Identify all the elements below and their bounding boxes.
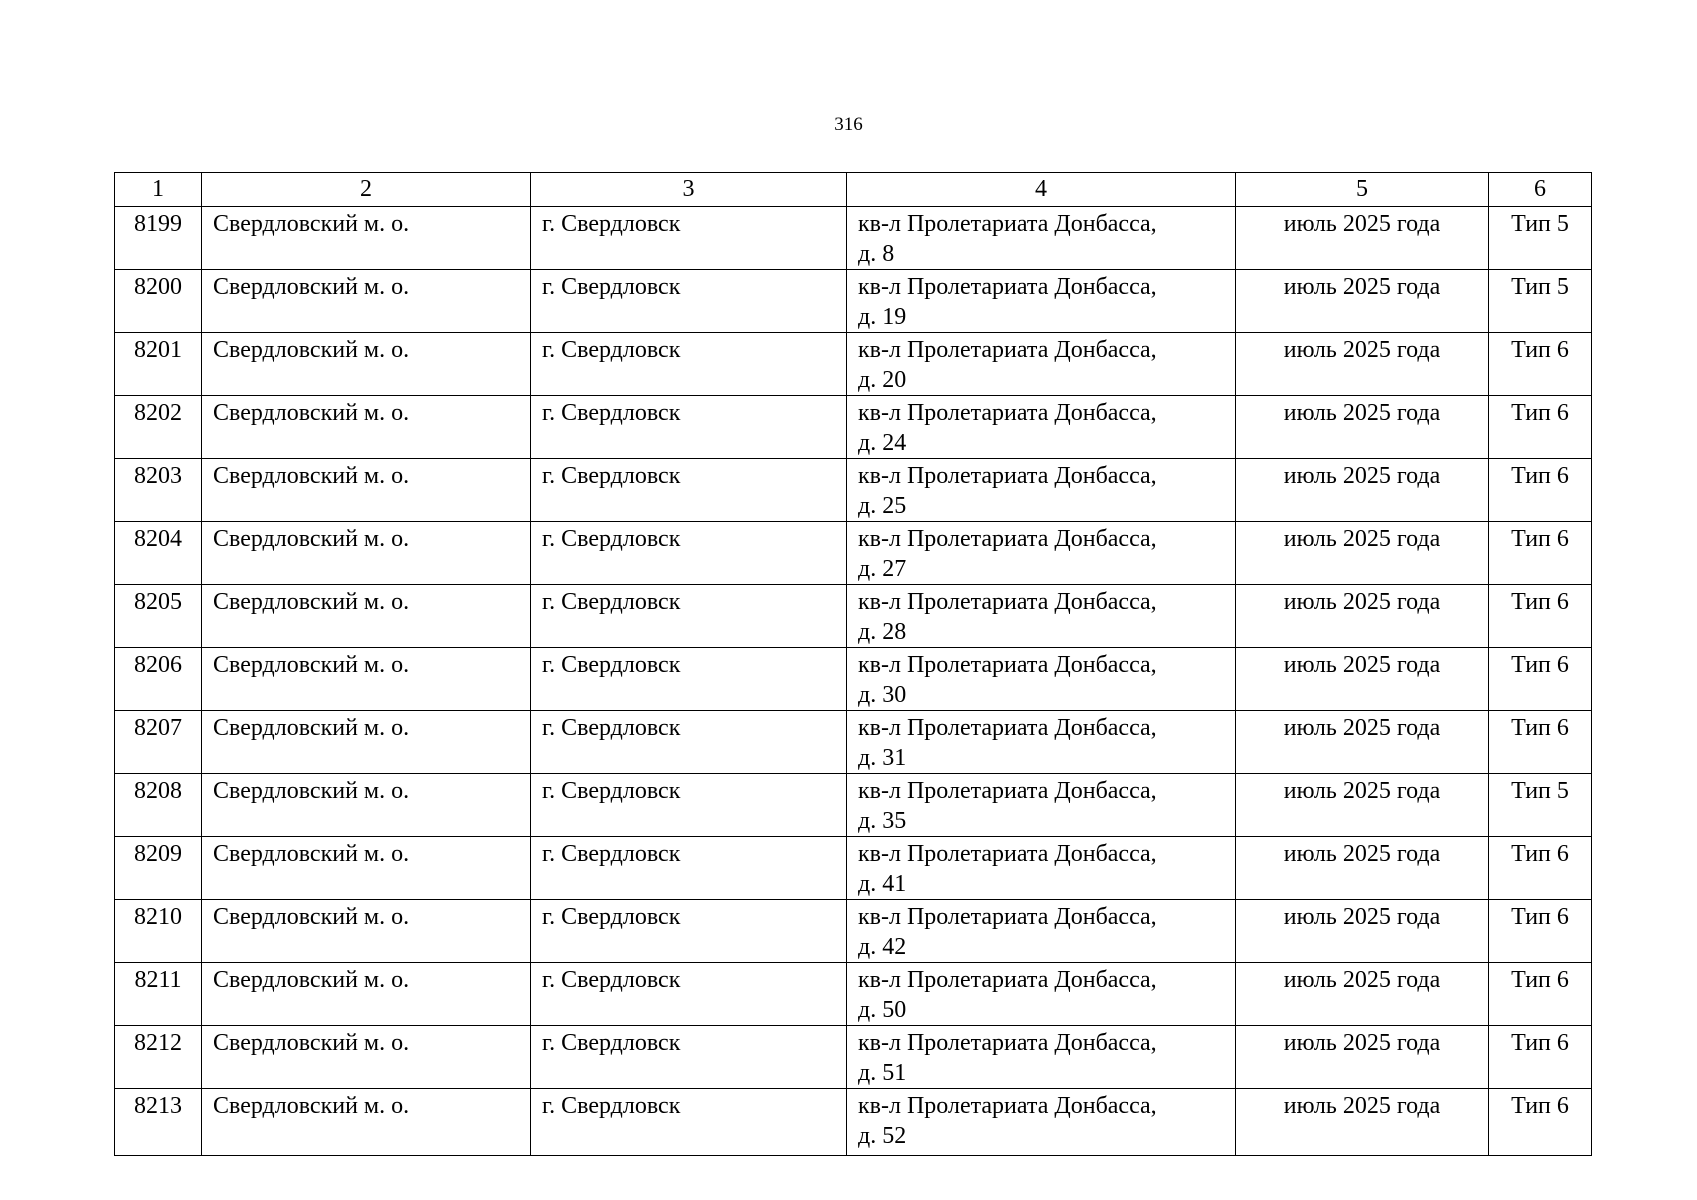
type-cell: Тип 6 bbox=[1489, 1026, 1592, 1089]
address-cell bbox=[847, 459, 1236, 522]
address-line-2: д. 8 bbox=[858, 241, 895, 267]
address-cell bbox=[847, 774, 1236, 837]
address-cell bbox=[847, 207, 1236, 270]
address-line-1: кв-л Пролетариата Донбасса, bbox=[858, 400, 1157, 426]
city-cell: г. Свердловск bbox=[531, 774, 847, 837]
period-cell: июль 2025 года bbox=[1236, 207, 1489, 270]
district-cell: Свердловский м. о. bbox=[202, 963, 531, 1026]
address-line-2: д. 25 bbox=[858, 493, 907, 519]
table-row bbox=[115, 396, 1592, 459]
period-cell: июль 2025 года bbox=[1236, 1089, 1489, 1156]
column-header-6: 6 bbox=[1489, 173, 1592, 207]
row-number-cell: 8200 bbox=[115, 270, 202, 333]
city-cell: г. Свердловск bbox=[531, 1089, 847, 1156]
address-line-2: д. 24 bbox=[858, 430, 907, 456]
row-number-cell: 8199 bbox=[115, 207, 202, 270]
row-number-cell: 8209 bbox=[115, 837, 202, 900]
district-cell: Свердловский м. о. bbox=[202, 711, 531, 774]
address-cell bbox=[847, 585, 1236, 648]
table-row bbox=[115, 711, 1592, 774]
city-cell: г. Свердловск bbox=[531, 270, 847, 333]
district-cell: Свердловский м. о. bbox=[202, 900, 531, 963]
table-row bbox=[115, 1089, 1592, 1156]
district-cell: Свердловский м. о. bbox=[202, 522, 531, 585]
address-line-2: д. 41 bbox=[858, 871, 907, 897]
address-line-1: кв-л Пролетариата Донбасса, bbox=[858, 337, 1157, 363]
address-line-2: д. 30 bbox=[858, 682, 907, 708]
address-line-1: кв-л Пролетариата Донбасса, bbox=[858, 1093, 1157, 1119]
city-cell: г. Свердловск bbox=[531, 900, 847, 963]
address-cell bbox=[847, 270, 1236, 333]
type-cell: Тип 6 bbox=[1489, 333, 1592, 396]
address-line-1: кв-л Пролетариата Донбасса, bbox=[858, 904, 1157, 930]
city-cell: г. Свердловск bbox=[531, 963, 847, 1026]
city-cell: г. Свердловск bbox=[531, 711, 847, 774]
page-number: 316 bbox=[834, 114, 863, 135]
header-row bbox=[115, 173, 1592, 207]
address-line-1: кв-л Пролетариата Донбасса, bbox=[858, 967, 1157, 993]
row-number-cell: 8213 bbox=[115, 1089, 202, 1156]
type-cell: Тип 6 bbox=[1489, 1089, 1592, 1156]
address-line-1: кв-л Пролетариата Донбасса, bbox=[858, 463, 1157, 489]
address-line-1: кв-л Пролетариата Донбасса, bbox=[858, 652, 1157, 678]
row-number-cell: 8208 bbox=[115, 774, 202, 837]
table-row bbox=[115, 963, 1592, 1026]
district-cell: Свердловский м. о. bbox=[202, 396, 531, 459]
city-cell: г. Свердловск bbox=[531, 333, 847, 396]
district-cell: Свердловский м. о. bbox=[202, 1026, 531, 1089]
table-row bbox=[115, 648, 1592, 711]
period-cell: июль 2025 года bbox=[1236, 333, 1489, 396]
address-line-1: кв-л Пролетариата Донбасса, bbox=[858, 715, 1157, 741]
table-header bbox=[115, 173, 1592, 207]
table-body bbox=[115, 207, 1592, 1156]
address-line-2: д. 31 bbox=[858, 745, 907, 771]
city-cell: г. Свердловск bbox=[531, 459, 847, 522]
district-cell: Свердловский м. о. bbox=[202, 648, 531, 711]
period-cell: июль 2025 года bbox=[1236, 396, 1489, 459]
column-header-5: 5 bbox=[1236, 173, 1489, 207]
address-cell bbox=[847, 648, 1236, 711]
row-number-cell: 8210 bbox=[115, 900, 202, 963]
table-row bbox=[115, 585, 1592, 648]
address-cell bbox=[847, 333, 1236, 396]
district-cell: Свердловский м. о. bbox=[202, 1089, 531, 1156]
table-row bbox=[115, 1026, 1592, 1089]
address-line-2: д. 19 bbox=[858, 304, 907, 330]
address-line-2: д. 42 bbox=[858, 934, 907, 960]
period-cell: июль 2025 года bbox=[1236, 522, 1489, 585]
address-cell bbox=[847, 900, 1236, 963]
table-row bbox=[115, 837, 1592, 900]
address-line-2: д. 35 bbox=[858, 808, 907, 834]
address-line-1: кв-л Пролетариата Донбасса, bbox=[858, 1030, 1157, 1056]
row-number-cell: 8202 bbox=[115, 396, 202, 459]
row-number-cell: 8206 bbox=[115, 648, 202, 711]
type-cell: Тип 6 bbox=[1489, 963, 1592, 1026]
row-number-cell: 8201 bbox=[115, 333, 202, 396]
address-line-1: кв-л Пролетариата Донбасса, bbox=[858, 274, 1157, 300]
district-cell: Свердловский м. о. bbox=[202, 837, 531, 900]
address-line-2: д. 52 bbox=[858, 1123, 907, 1149]
period-cell: июль 2025 года bbox=[1236, 711, 1489, 774]
address-line-1: кв-л Пролетариата Донбасса, bbox=[858, 211, 1157, 237]
type-cell: Тип 6 bbox=[1489, 648, 1592, 711]
row-number-cell: 8205 bbox=[115, 585, 202, 648]
type-cell: Тип 5 bbox=[1489, 207, 1592, 270]
type-cell: Тип 6 bbox=[1489, 459, 1592, 522]
period-cell: июль 2025 года bbox=[1236, 459, 1489, 522]
address-line-2: д. 20 bbox=[858, 367, 907, 393]
table-row bbox=[115, 270, 1592, 333]
address-cell bbox=[847, 1089, 1236, 1156]
period-cell: июль 2025 года bbox=[1236, 837, 1489, 900]
type-cell: Тип 5 bbox=[1489, 774, 1592, 837]
type-cell: Тип 6 bbox=[1489, 522, 1592, 585]
row-number-cell: 8204 bbox=[115, 522, 202, 585]
row-number-cell: 8211 bbox=[115, 963, 202, 1026]
row-number-cell: 8207 bbox=[115, 711, 202, 774]
type-cell: Тип 6 bbox=[1489, 837, 1592, 900]
city-cell: г. Свердловск bbox=[531, 207, 847, 270]
type-cell: Тип 6 bbox=[1489, 396, 1592, 459]
type-cell: Тип 6 bbox=[1489, 900, 1592, 963]
city-cell: г. Свердловск bbox=[531, 1026, 847, 1089]
table-row bbox=[115, 207, 1592, 270]
address-cell bbox=[847, 837, 1236, 900]
period-cell: июль 2025 года bbox=[1236, 963, 1489, 1026]
type-cell: Тип 6 bbox=[1489, 711, 1592, 774]
period-cell: июль 2025 года bbox=[1236, 585, 1489, 648]
district-cell: Свердловский м. о. bbox=[202, 270, 531, 333]
table-row bbox=[115, 522, 1592, 585]
address-line-2: д. 50 bbox=[858, 997, 907, 1023]
period-cell: июль 2025 года bbox=[1236, 270, 1489, 333]
period-cell: июль 2025 года bbox=[1236, 900, 1489, 963]
period-cell: июль 2025 года bbox=[1236, 648, 1489, 711]
address-line-1: кв-л Пролетариата Донбасса, bbox=[858, 841, 1157, 867]
column-header-4: 4 bbox=[847, 173, 1236, 207]
period-cell: июль 2025 года bbox=[1236, 774, 1489, 837]
address-cell bbox=[847, 963, 1236, 1026]
table-row bbox=[115, 459, 1592, 522]
address-cell bbox=[847, 711, 1236, 774]
row-number-cell: 8212 bbox=[115, 1026, 202, 1089]
city-cell: г. Свердловск bbox=[531, 522, 847, 585]
address-line-2: д. 51 bbox=[858, 1060, 907, 1086]
address-cell bbox=[847, 522, 1236, 585]
table-row bbox=[115, 900, 1592, 963]
column-header-1: 1 bbox=[115, 173, 202, 207]
address-line-2: д. 27 bbox=[858, 556, 907, 582]
district-cell: Свердловский м. о. bbox=[202, 459, 531, 522]
address-cell bbox=[847, 1026, 1236, 1089]
type-cell: Тип 5 bbox=[1489, 270, 1592, 333]
period-cell: июль 2025 года bbox=[1236, 1026, 1489, 1089]
row-number-cell: 8203 bbox=[115, 459, 202, 522]
address-line-1: кв-л Пролетариата Донбасса, bbox=[858, 526, 1157, 552]
district-cell: Свердловский м. о. bbox=[202, 774, 531, 837]
address-cell bbox=[847, 396, 1236, 459]
table-row bbox=[115, 333, 1592, 396]
city-cell: г. Свердловск bbox=[531, 648, 847, 711]
address-line-1: кв-л Пролетариата Донбасса, bbox=[858, 778, 1157, 804]
address-line-1: кв-л Пролетариата Донбасса, bbox=[858, 589, 1157, 615]
district-cell: Свердловский м. о. bbox=[202, 585, 531, 648]
address-line-2: д. 28 bbox=[858, 619, 907, 645]
table-row bbox=[115, 774, 1592, 837]
register-table bbox=[114, 172, 1592, 1156]
city-cell: г. Свердловск bbox=[531, 585, 847, 648]
city-cell: г. Свердловск bbox=[531, 396, 847, 459]
column-header-3: 3 bbox=[531, 173, 847, 207]
type-cell: Тип 6 bbox=[1489, 585, 1592, 648]
district-cell: Свердловский м. о. bbox=[202, 207, 531, 270]
column-header-2: 2 bbox=[202, 173, 531, 207]
district-cell: Свердловский м. о. bbox=[202, 333, 531, 396]
city-cell: г. Свердловск bbox=[531, 837, 847, 900]
